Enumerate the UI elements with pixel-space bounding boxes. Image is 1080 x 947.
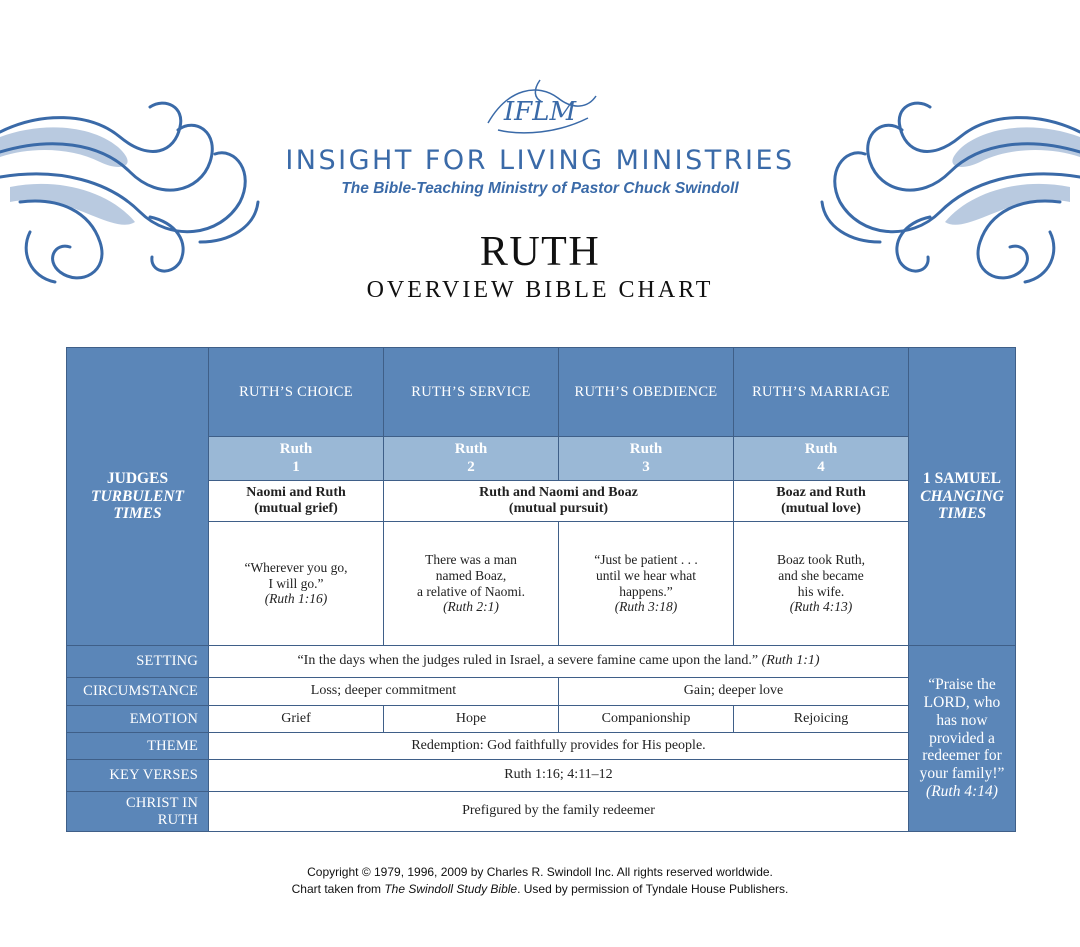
left-book-line3: TIMES: [113, 505, 162, 523]
row-label-circumstance: CIRCUMSTANCE: [67, 678, 209, 706]
section-header-obedience: RUTH’S OBEDIENCE: [559, 348, 734, 437]
emotion-value-3: Companionship: [559, 706, 734, 733]
chapter-cell-4: Ruth 4: [734, 437, 909, 481]
right-book-line2: CHANGING: [920, 487, 1004, 505]
org-tagline: The Bible-Teaching Ministry of Pastor Chuck Swindoll: [341, 180, 739, 197]
row-label-key-verses: KEY VERSES: [67, 760, 209, 792]
row-label-setting: SETTING: [67, 646, 209, 678]
redeemer-quote-cell: “Praise the LORD, who has now provided a redeemer for your family!” (Ruth 4:14): [909, 646, 1016, 832]
row-label-christ-in-ruth: CHRIST IN RUTH: [67, 792, 209, 832]
people-cell-3: Boaz and Ruth (mutual love): [734, 481, 909, 522]
copyright-footer: [0, 864, 1080, 899]
section-header-marriage: RUTH’S MARRIAGE: [734, 348, 909, 437]
quote-cell-1: “Wherever you go, I will go.” (Ruth 1:16): [209, 522, 384, 646]
page-title: RUTH: [479, 229, 601, 275]
row-label-emotion: EMOTION: [67, 706, 209, 733]
overview-chart-table: [66, 347, 1016, 832]
emotion-value-1: Grief: [209, 706, 384, 733]
left-book-line2: TURBULENT: [91, 487, 184, 505]
theme-value: Redemption: God faithfully provides for His people.: [209, 733, 909, 760]
row-label-theme: THEME: [67, 733, 209, 760]
copyright-line: Copyright © 1979, 1996, 2009 by Charles R. Swindoll Inc. All rights reserved worldwide.: [307, 865, 773, 879]
emotion-value-4: Rejoicing: [734, 706, 909, 733]
permission-line: Chart taken from The Swindoll Study Bible. Used by permission of Tyndale House Publishers.: [291, 882, 789, 897]
left-book-cell: [67, 348, 209, 646]
logo-monogram: IFLM: [503, 97, 577, 127]
section-header-service: RUTH’S SERVICE: [384, 348, 559, 437]
key-verses-value: Ruth 1:16; 4:11–12: [209, 760, 909, 792]
quote-cell-3: “Just be patient . . . until we hear what happens.” (Ruth 3:18): [559, 522, 734, 646]
chapter-cell-1: Ruth 1: [209, 437, 384, 481]
circumstance-value-1: Loss; deeper commitment: [209, 678, 559, 706]
circumstance-value-2: Gain; deeper love: [559, 678, 909, 706]
ministry-logo: [478, 78, 602, 140]
emotion-value-2: Hope: [384, 706, 559, 733]
left-book-name: JUDGES: [106, 469, 169, 487]
setting-value: “In the days when the judges ruled in Israel, a severe famine came upon the land.” (Ruth 1:1): [209, 646, 909, 678]
chapter-cell-3: Ruth 3: [559, 437, 734, 481]
page-subtitle: OVERVIEW BIBLE CHART: [366, 277, 714, 303]
right-book-cell: [909, 348, 1016, 646]
right-book-line3: TIMES: [937, 505, 987, 523]
section-header-choice: RUTH’S CHOICE: [209, 348, 384, 437]
chapter-cell-2: Ruth 2: [384, 437, 559, 481]
people-cell-1: Naomi and Ruth (mutual grief): [209, 481, 384, 522]
org-name: INSIGHT FOR LIVING MINISTRIES: [285, 145, 795, 176]
right-book-name: 1 SAMUEL: [923, 469, 1001, 487]
quote-cell-2: There was a man named Boaz, a relative of Naomi. (Ruth 2:1): [384, 522, 559, 646]
christ-in-ruth-value: Prefigured by the family redeemer: [209, 792, 909, 832]
quote-cell-4: Boaz took Ruth, and she became his wife. (Ruth 4:13): [734, 522, 909, 646]
people-cell-2: Ruth and Naomi and Boaz (mutual pursuit): [384, 481, 734, 522]
